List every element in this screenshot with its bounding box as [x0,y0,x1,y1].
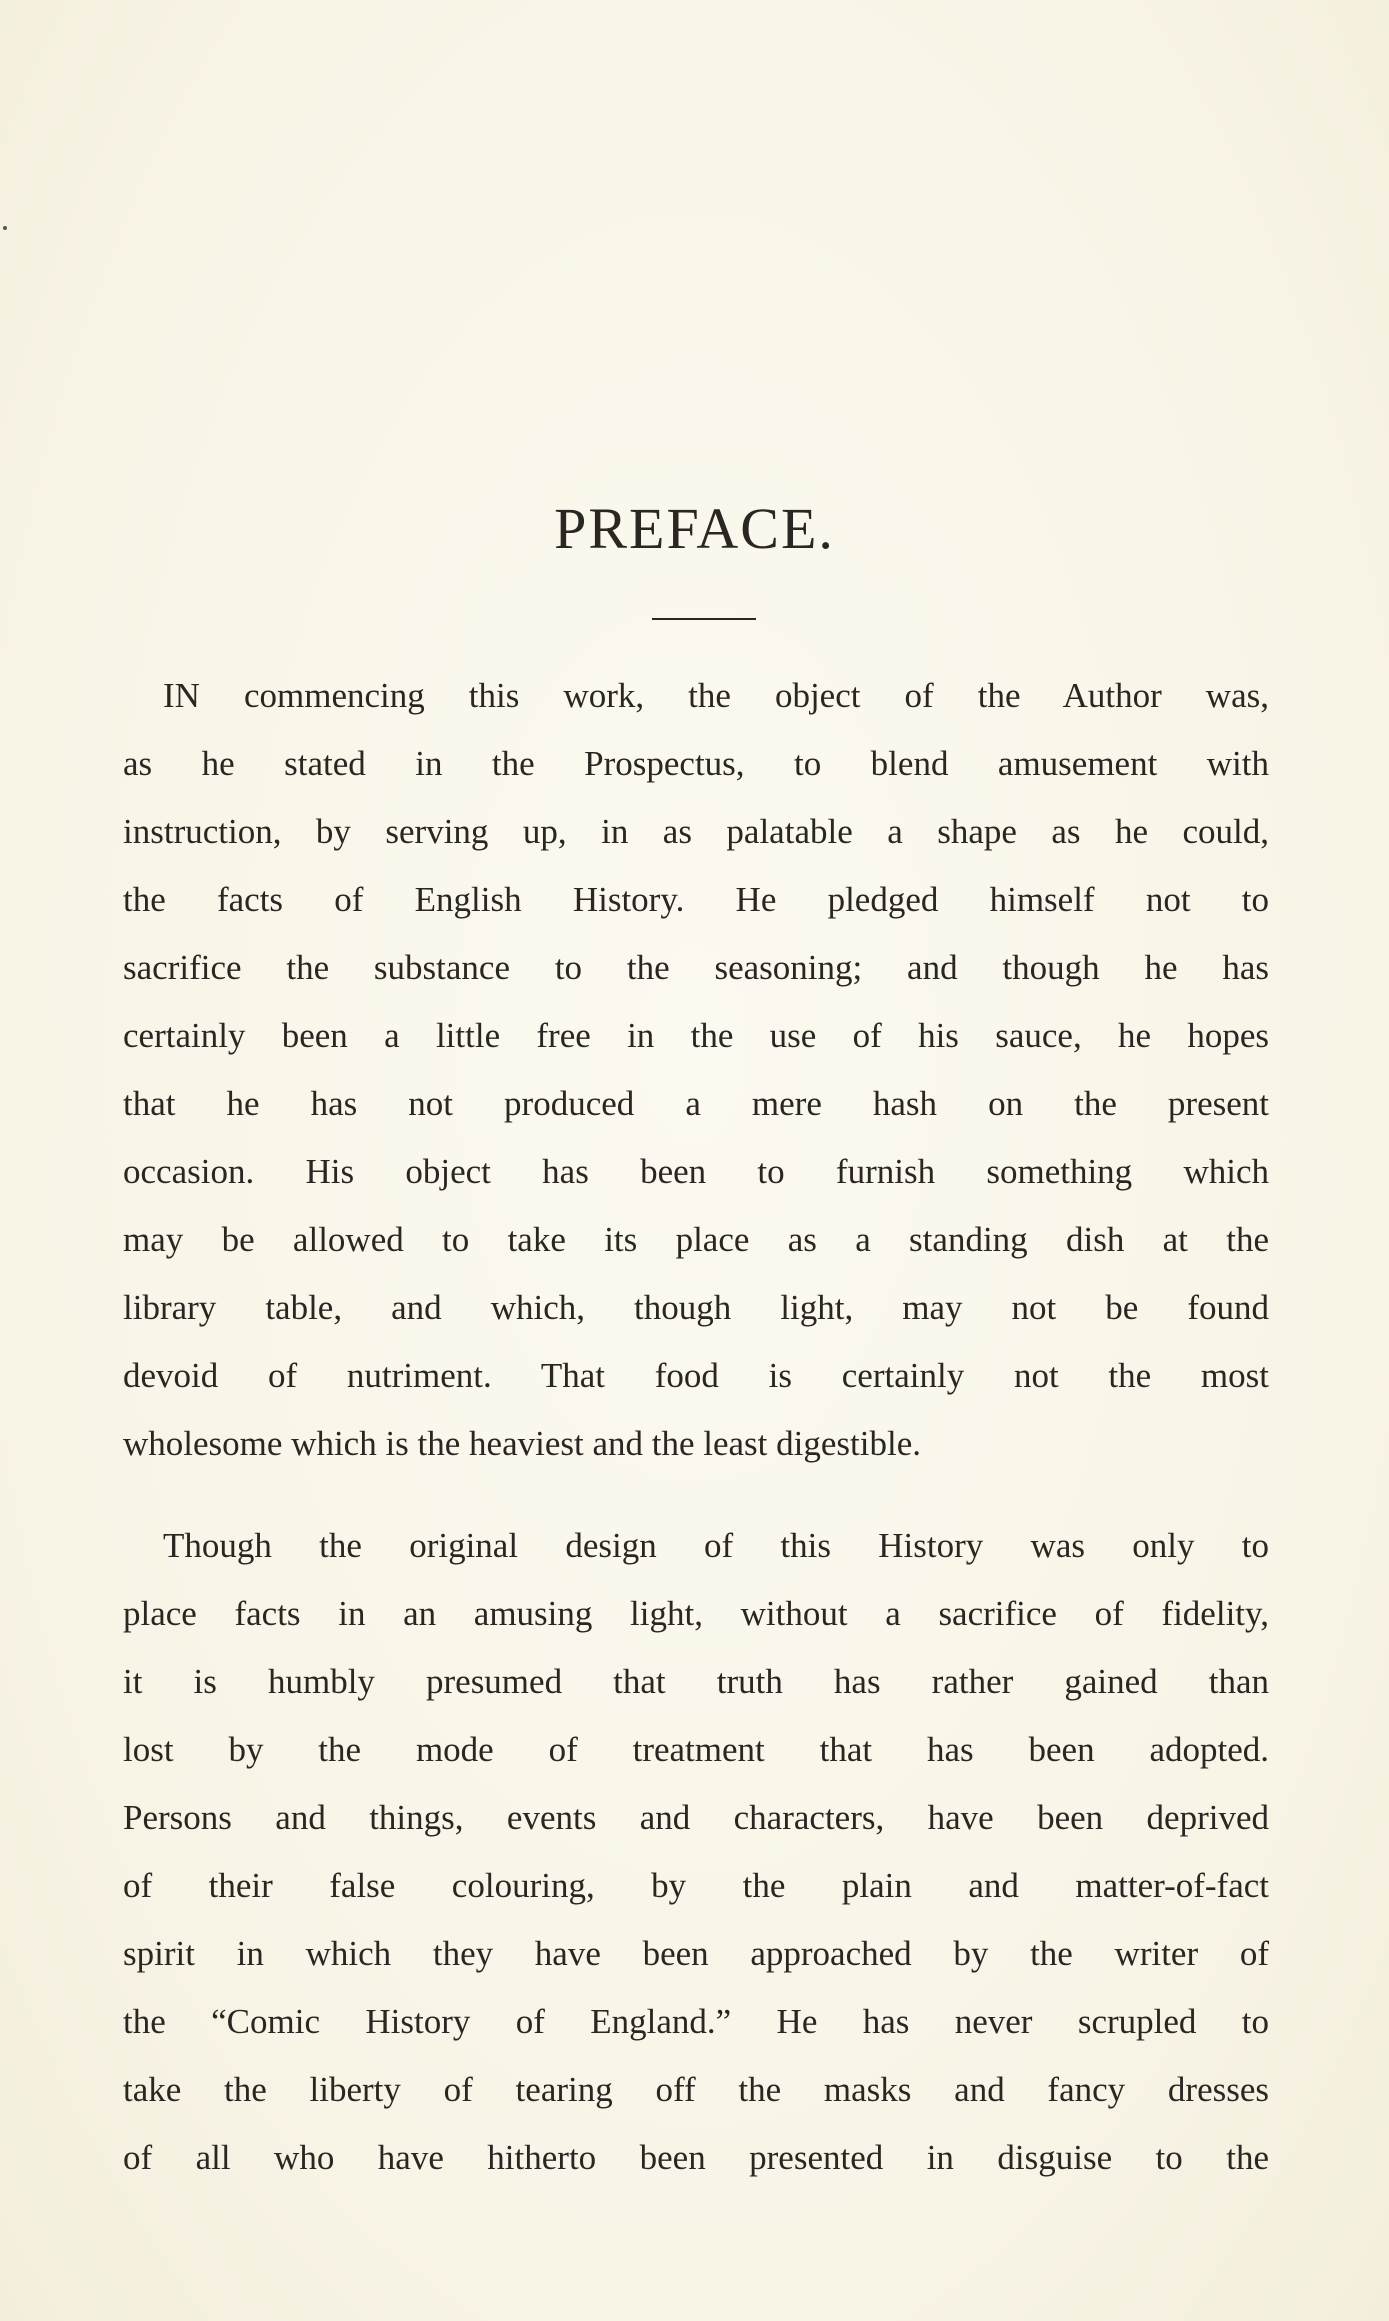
text-line: IN commencing this work, the object of the Author was, [163,676,1269,715]
text-line: instruction, by serving up, in as palatable a shape as he could, [123,812,1269,851]
text-line: of all who have hitherto been presented in disguise to the [123,2138,1269,2177]
paragraph-1 [123,662,1269,1478]
text-line: devoid of nutriment. That food is certainly not the most [123,1356,1269,1395]
text-line: place facts in an amusing light, without a sacrifice of fidelity, [123,1594,1269,1633]
text-line: lost by the mode of treatment that has been adopted. [123,1730,1269,1769]
text-line: occasion. His object has been to furnish something which [123,1152,1269,1191]
text-line: of their false colouring, by the plain and matter-of-fact [123,1866,1269,1905]
title-rule [652,618,756,620]
text-line: library table, and which, though light, may not be found [123,1288,1269,1327]
text-line: certainly been a little free in the use of his sauce, he hopes [123,1016,1269,1055]
text-line: spirit in which they have been approached by the writer of [123,1934,1269,1973]
text-line: the facts of English History. He pledged himself not to [123,880,1269,919]
text-line: may be allowed to take its place as a standing dish at the [123,1220,1269,1259]
text-line: Persons and things, events and characters, have been deprived [123,1798,1269,1837]
paragraph-2 [123,1512,1269,2192]
text-line: that he has not produced a mere hash on the present [123,1084,1269,1123]
text-line: as he stated in the Prospectus, to blend amusement with [123,744,1269,783]
ink-speck [3,226,7,230]
text-line: take the liberty of tearing off the masks and fancy dresses [123,2070,1269,2109]
text-line: wholesome which is the heaviest and the least digestible. [123,1424,921,1463]
text-line: it is humbly presumed that truth has rather gained than [123,1662,1269,1701]
text-line: Though the original design of this History was only to [163,1526,1269,1565]
text-line: sacrifice the substance to the seasoning; and though he has [123,948,1269,987]
text-line: the “Comic History of England.” He has never scrupled to [123,2002,1269,2041]
page-title: PREFACE. [554,496,835,561]
